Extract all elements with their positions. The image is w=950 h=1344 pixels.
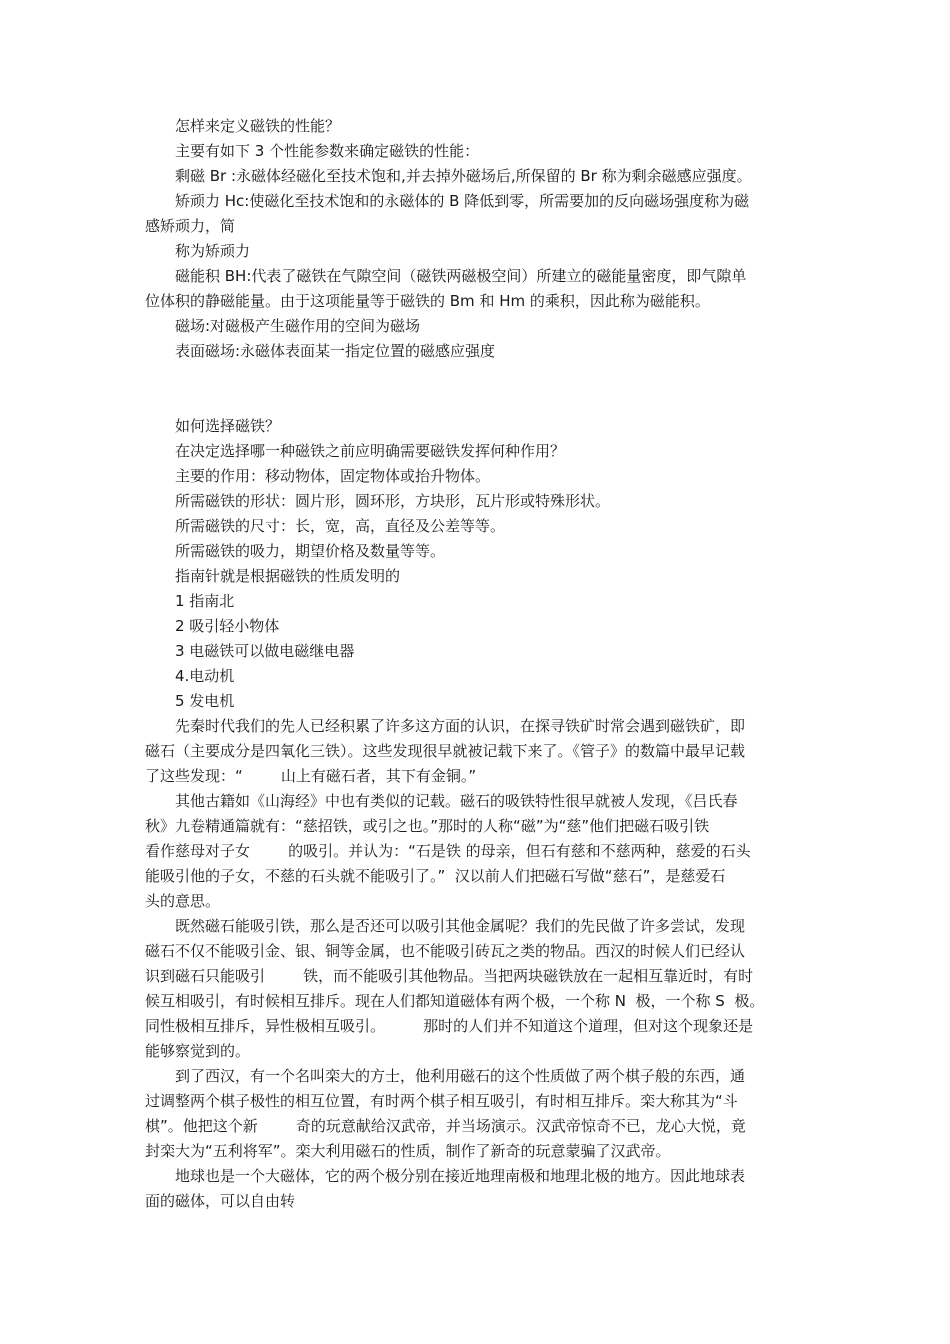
history-paragraph-4-line4: 封栾大为“五利将军”。栾大利用磁石的性质，制作了新奇的玩意蒙骗了汉武帝。 (145, 1142, 671, 1160)
surface-field-definition: 表面磁场:永磁体表面某一指定位置的磁感应强度 (175, 342, 496, 360)
list-item: 1 指南北 (175, 592, 235, 610)
remanence-definition: 剩磁 Br :永磁体经磁化至技术饱和,并去掉外磁场后,所保留的 Br 称为剩余磁感应强度。 (175, 167, 752, 185)
history-paragraph-3-line5: 同性极相互排斥，异性极相互吸引。 那时的人们并不知道这个道理，但对这个现象还是 (145, 1017, 754, 1035)
history-paragraph-2-line4: 能吸引他的子女，不慈的石头就不能吸引了。” 汉以前人们把磁石写做“慈石”，是慈爱石 (145, 867, 726, 885)
energy-product-definition-line1: 磁能积 BH:代表了磁铁在气隙空间（磁铁两磁极空间）所建立的磁能量密度，即气隙单 (175, 267, 747, 285)
history-paragraph-3-line6: 能够察觉到的。 (145, 1042, 251, 1060)
history-paragraph-5-line2: 面的磁体，可以自由转 (145, 1192, 296, 1210)
selection-force: 所需磁铁的吸力，期望价格及数量等等。 (175, 542, 446, 560)
history-paragraph-4-line1: 到了西汉，有一个名叫栾大的方士，他利用磁石的这个性质做了两个棋子般的东西，通 (175, 1067, 746, 1085)
history-paragraph-3-line2: 磁石不仅不能吸引金、银、铜等金属，也不能吸引砖瓦之类的物品。西汉的时候人们已经认 (145, 942, 746, 960)
energy-product-definition-line2: 位体积的静磁能量。由于这项能量等于磁铁的 Bm 和 Hm 的乘积，因此称为磁能积。 (145, 292, 710, 310)
section-title-definition: 怎样来定义磁铁的性能？ (175, 117, 341, 135)
list-item: 5 发电机 (175, 692, 235, 710)
history-paragraph-3-line3: 识到磁石只能吸引 铁，而不能吸引其他物品。当把两块磁铁放在一起相互靠近时，有时 (145, 967, 754, 985)
selection-use: 主要的作用：移动物体，固定物体或抬升物体。 (175, 467, 491, 485)
magnetic-field-definition: 磁场:对磁极产生磁作用的空间为磁场 (175, 317, 421, 335)
history-paragraph-5-line1: 地球也是一个大磁体，它的两个极分别在接近地理南极和地理北极的地方。因此地球表 (175, 1167, 746, 1185)
history-paragraph-1-line1: 先秦时代我们的先人已经积累了许多这方面的认识，在探寻铁矿时常会遇到磁铁矿，即 (175, 717, 746, 735)
history-paragraph-3-line1: 既然磁石能吸引铁，那么是否还可以吸引其他金属呢？我们的先民做了许多尝试，发现 (175, 917, 746, 935)
history-paragraph-4-line2: 过调整两个棋子极性的相互位置，有时两个棋子相互吸引，有时相互排斥。栾大称其为“斗 (145, 1092, 738, 1110)
history-paragraph-1-line2: 磁石（主要成分是四氧化三铁）。这些发现很早就被记载下来了。《管子》的数篇中最早记载 (145, 742, 746, 760)
selection-question: 在决定选择哪一种磁铁之前应明确需要磁铁发挥何种作用？ (175, 442, 566, 460)
selection-size: 所需磁铁的尺寸：长，宽，高，直径及公差等等。 (175, 517, 506, 535)
list-item: 2 吸引轻小物体 (175, 617, 280, 635)
selection-shape: 所需磁铁的形状：圆片形，圆环形，方块形，瓦片形或特殊形状。 (175, 492, 611, 510)
history-paragraph-2-line5: 头的意思。 (145, 892, 221, 910)
history-paragraph-4-line3: 棋”。他把这个新 奇的玩意献给汉武帝，并当场演示。汉武帝惊奇不已，龙心大悦，竟 (145, 1117, 746, 1135)
history-paragraph-3-line4: 候互相吸引，有时候相互排斥。现在人们都知道磁体有两个极，一个称 N 极，一个称 S 极。 (145, 992, 765, 1010)
coercivity-definition-line1: 矫顽力 Hc:使磁化至技术饱和的永磁体的 B 降低到零，所需要加的反向磁场强度称为磁 (175, 192, 750, 210)
definition-intro: 主要有如下 3 个性能参数来确定磁铁的性能： (175, 142, 480, 160)
section-title-selection: 如何选择磁铁？ (175, 417, 281, 435)
list-item: 4.电动机 (175, 667, 235, 685)
history-paragraph-2-line2: 秋》九卷精通篇就有：“慈招铁，或引之也。”那时的人称“磁”为“慈”他们把磁石吸引铁 (145, 817, 710, 835)
history-paragraph-1-line3: 了这些发现：“ 山上有磁石者，其下有金铜。” (145, 767, 477, 785)
coercivity-definition-line2: 感矫顽力，简 (145, 217, 236, 235)
coercivity-definition-line3: 称为矫顽力 (175, 242, 251, 260)
list-item: 3 电磁铁可以做电磁继电器 (175, 642, 355, 660)
section-spacer (145, 364, 807, 414)
compass-statement: 指南针就是根据磁铁的性质发明的 (175, 567, 401, 585)
history-paragraph-2-line1: 其他古籍如《山海经》中也有类似的记载。磁石的吸铁特性很早就被人发现，《吕氏春 (175, 792, 738, 810)
document-page (145, 114, 807, 1214)
history-paragraph-2-line3: 看作慈母对子女 的吸引。并认为：“石是铁 的母亲，但石有慈和不慈两种，慈爱的石头 (145, 842, 751, 860)
